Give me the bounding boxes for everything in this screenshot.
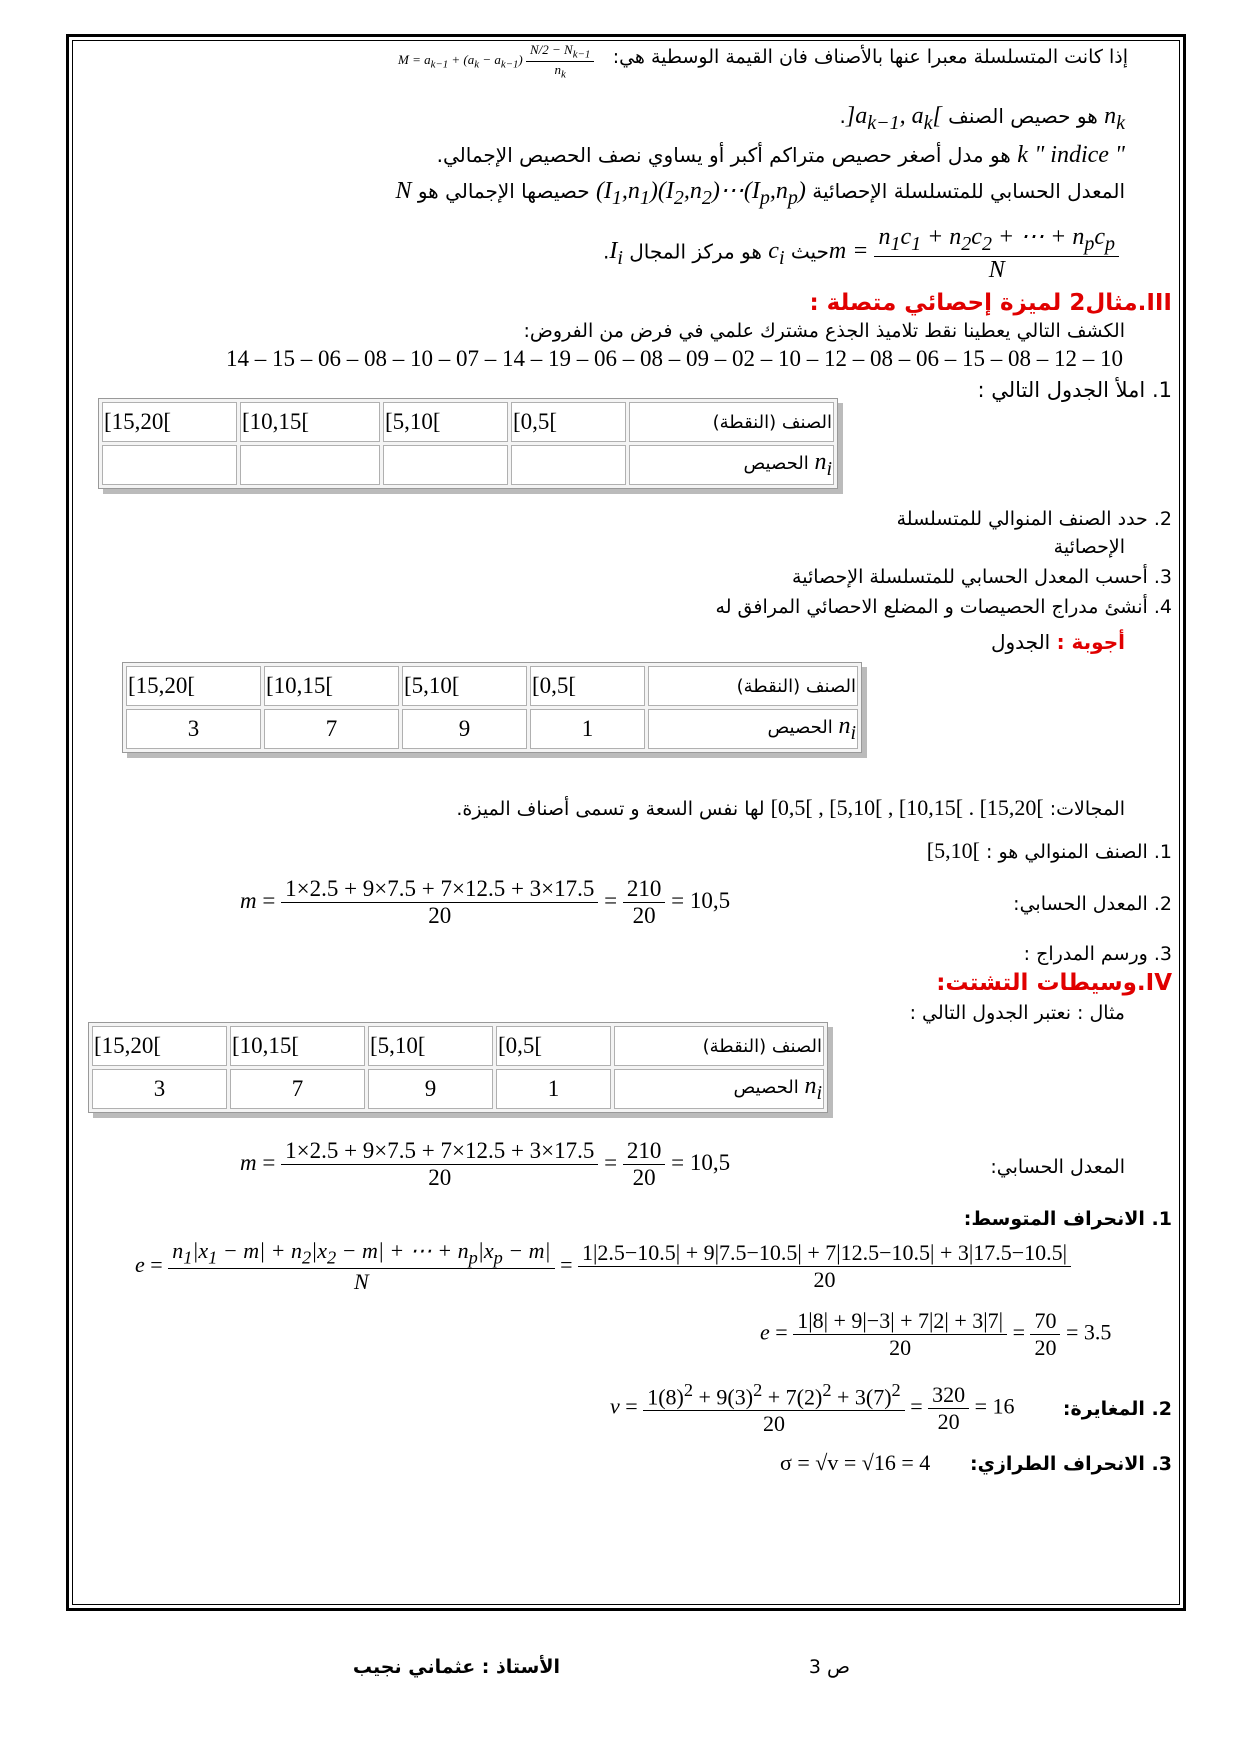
nk-desc: هو حصيص الصنف — [948, 104, 1098, 128]
e-mid-den: 20 — [1034, 1335, 1057, 1360]
k-line: " indice " k هو مدل أصغر حصيص متراكم أكبر أو يساوي نصف الحصيص الإجمالي. — [436, 142, 1125, 168]
section3-intro: الكشف التالي يعطينا نقط تلاميذ الجذع مشترك علمي في فرض من الفروض: — [523, 320, 1125, 342]
e-result: = 3.5 — [1065, 1319, 1112, 1345]
answers-table-word: الجدول — [990, 630, 1051, 654]
footer-page: ص 3 — [808, 1656, 850, 1678]
std-line — [970, 1453, 1172, 1475]
header-count-text: الحصيص — [733, 1077, 799, 1099]
header-count: $n_i$ الحصيص — [614, 1069, 824, 1109]
q3-text: أحسب المعدل الحسابي للمتسلسلة الإحصائية — [792, 566, 1148, 588]
class-cell-2: [5,10[ — [368, 1026, 493, 1066]
modal-number: 1. — [1153, 841, 1172, 863]
mean-num: 1×2.5 + 9×7.5 + 7×12.5 + 3×17.5 — [281, 876, 598, 903]
modal-value: [5,10[ — [926, 838, 980, 863]
center-text: هو مركز المجال — [629, 239, 762, 264]
count-cell-2: 9 — [402, 709, 527, 749]
q1-number: 1. — [1151, 378, 1172, 402]
intervals-suffix: لها نفس السعة و تسمى أصناف الميزة. — [456, 798, 765, 820]
mean-label-line — [1013, 893, 1172, 915]
class-cell-2: [5,10[ — [383, 402, 508, 442]
count-cell-3: 7 — [264, 709, 399, 749]
class-cell-1: [0,5[ — [530, 666, 645, 706]
header-count-text: الحصيص — [743, 453, 809, 475]
count-cell-1: 1 — [530, 709, 645, 749]
header-count: $n_i$ الحصيص — [629, 445, 834, 485]
mean-result: = 10,5 — [671, 887, 731, 913]
class-cell-1: [0,5[ — [496, 1026, 611, 1066]
mean-dev-label: الانحراف المتوسط: — [963, 1208, 1145, 1230]
count-cell-4[interactable] — [102, 445, 237, 485]
q4-text: أنشئ مدراج الحصيصات و المضلع الاحصائي المرافق له — [715, 596, 1148, 618]
mean-def-line: المعدل الحسابي للمتسلسلة الإحصائية $(I_1,n_1)(I_2,n_2)\cdots(I_p,n_p)$ حصيصها الإجمالي هو N — [395, 178, 1125, 209]
std-label: الانحراف الطرازي: — [969, 1453, 1145, 1475]
section3-title: III.مثال2 لميزة إحصائي متصلة : — [809, 290, 1172, 316]
grades-line: 14 – 15 – 06 – 08 – 10 – 07 – 14 – 19 – 06 – 08 – 09 – 02 – 10 – 12 – 08 – 06 – 15 – 08 – 12 – 10 — [226, 346, 1123, 371]
class-cell-3: [10,15[ — [264, 666, 399, 706]
mean-formula: m = $\frac{1\times 2.5 + 9\times 7.5 + 7\times 12.5 + 3\times 17.5}{20}$ = $\frac{210}{20}$ = 10,5 — [240, 876, 731, 928]
mean-den: 20 — [428, 903, 452, 928]
q1 — [977, 378, 1172, 402]
header-class: الصنف (النقطة) — [629, 402, 834, 442]
q4-number: 4. — [1153, 596, 1172, 618]
table-answers — [122, 662, 862, 753]
count-cell-4: 3 — [92, 1069, 227, 1109]
count-cell-3[interactable] — [240, 445, 380, 485]
mean-mid-num: 210 — [623, 876, 666, 903]
count-cell-2[interactable] — [383, 445, 508, 485]
v-result: = 16 — [974, 1393, 1015, 1419]
q2-text: حدد الصنف المنوالي للمتسلسلة — [896, 508, 1148, 530]
answers-label: أجوبة : — [1056, 630, 1125, 654]
mean-mid-den: 20 — [632, 903, 656, 928]
k-word: indice — [1050, 142, 1109, 168]
header-class: الصنف (النقطة) — [648, 666, 858, 706]
class-cell-4: [15,20[ — [126, 666, 261, 706]
where-word: حيث — [790, 239, 829, 264]
mean-number: 2. — [1153, 893, 1172, 915]
intervals-prefix: المجالات: — [1049, 798, 1125, 820]
footer-teacher: الأستاذ : عثماني نجيب — [352, 1656, 560, 1678]
variance-line — [1063, 1398, 1172, 1420]
header-count: $n_i$ الحصيص — [648, 709, 858, 749]
example-label: مثال : نعتبر الجدول التالي : — [909, 1002, 1125, 1024]
header-class: الصنف (النقطة) — [614, 1026, 824, 1066]
table-example — [88, 1022, 828, 1113]
k-desc: هو مدل أصغر حصيص متراكم أكبر أو يساوي نصف الحصيص الإجمالي. — [436, 143, 1011, 167]
q2b: الإحصائية — [1053, 536, 1125, 558]
mean-dev-line — [964, 1208, 1172, 1230]
mean-label-2: المعدل الحسابي: — [990, 1156, 1125, 1178]
section4-title: IV.وسيطات التشتت: — [936, 970, 1172, 996]
hist-number: 3. — [1153, 943, 1172, 965]
q3 — [792, 566, 1172, 588]
count-cell-2: 9 — [368, 1069, 493, 1109]
count-cell-4: 3 — [126, 709, 261, 749]
v-mid-num: 320 — [928, 1382, 969, 1409]
mean-label: المعدل الحسابي: — [1013, 893, 1148, 915]
median-formula: $M = a_{k-1} + (a_k - a_{k-1})$ $\frac{N/2 - N_{k-1}}{n_k}$ — [398, 42, 594, 80]
std-number: 3. — [1151, 1453, 1172, 1475]
class-cell-3: [10,15[ — [240, 402, 380, 442]
variance-number: 2. — [1151, 1398, 1172, 1420]
header-count-text: الحصيص — [767, 717, 833, 739]
mean-dev-number: 1. — [1151, 1208, 1172, 1230]
modal-line — [927, 838, 1172, 864]
nk-line: $n_k$ هو حصيص الصنف ]$a_{k-1}$, $a_k$[. — [839, 103, 1125, 134]
mean-def-text2: حصيصها الإجمالي هو — [417, 179, 590, 203]
intervals-line: المجالات: [0,5[ , [5,10[ , [10,15[ . [15,20[ لها نفس السعة و تسمى أصناف الميزة. — [456, 795, 1125, 820]
count-cell-1: 1 — [496, 1069, 611, 1109]
mean-formula-line: m = $\frac{n_1c_1 + n_2c_2 + \cdots + n_pc_p}{N}$ حيث $c_i$ هو مركز المجال $I_i$. — [603, 222, 1125, 284]
class-cell-2: [5,10[ — [402, 666, 527, 706]
class-cell-1: [0,5[ — [511, 402, 626, 442]
mean-formula-2: m = $\frac{1\times 2.5 + 9\times 7.5 + 7\times 12.5 + 3\times 17.5}{20}$ = $\frac{210}{20}$ = 10,5 — [240, 1138, 731, 1190]
class-cell-3: [10,15[ — [230, 1026, 365, 1066]
e-mid-num: 70 — [1030, 1308, 1060, 1335]
modal-label: الصنف المنوالي هو : — [986, 841, 1148, 863]
count-cell-1[interactable] — [511, 445, 626, 485]
variance-label: المغايرة: — [1062, 1398, 1145, 1420]
q2 — [897, 508, 1172, 530]
q3-number: 3. — [1153, 566, 1172, 588]
answers-line — [991, 630, 1125, 654]
v-mid-den: 20 — [937, 1409, 960, 1435]
class-cell-4: [15,20[ — [102, 402, 237, 442]
mean-dev-result: e = $\frac{1|8| + 9|-3| + 7|2| + 3|7|}{20}$ = $\frac{70}{20}$ = 3.5 — [760, 1308, 1112, 1360]
median-intro: إذا كانت المتسلسلة معبرا عنها بالأصناف فان القيمة الوسطية هي: — [612, 46, 1128, 68]
std-formula: σ = √v = √16 = 4 — [780, 1450, 931, 1475]
q4 — [716, 596, 1172, 618]
variance-formula: v = $\frac{1(8)^2 + 9(3)^2 + 7(2)^2 + 3(7)^2}{20}$ = $\frac{320}{20}$ = 16 — [610, 1380, 1015, 1437]
q1-text: املأ الجدول التالي : — [977, 378, 1146, 402]
hist-line — [1024, 943, 1172, 965]
q2-number: 2. — [1153, 508, 1172, 530]
table-empty — [98, 398, 838, 489]
count-cell-3: 7 — [230, 1069, 365, 1109]
hist-label: ورسم المدراج : — [1023, 943, 1148, 965]
mean-dev-formula: e = $\frac{n_1|x_1 - m| + n_2|x_2 - m| + \cdots + n_p|x_p - m|}{N}$ = $\frac{1|2.5-10.5| + 9|7.5-10.5| + 7|12.5-10.5| + 3|17.5-10.5|}{20}$ — [135, 1238, 1071, 1295]
mean-def-text: المعدل الحسابي للمتسلسلة الإحصائية — [812, 179, 1125, 203]
class-cell-4: [15,20[ — [92, 1026, 227, 1066]
